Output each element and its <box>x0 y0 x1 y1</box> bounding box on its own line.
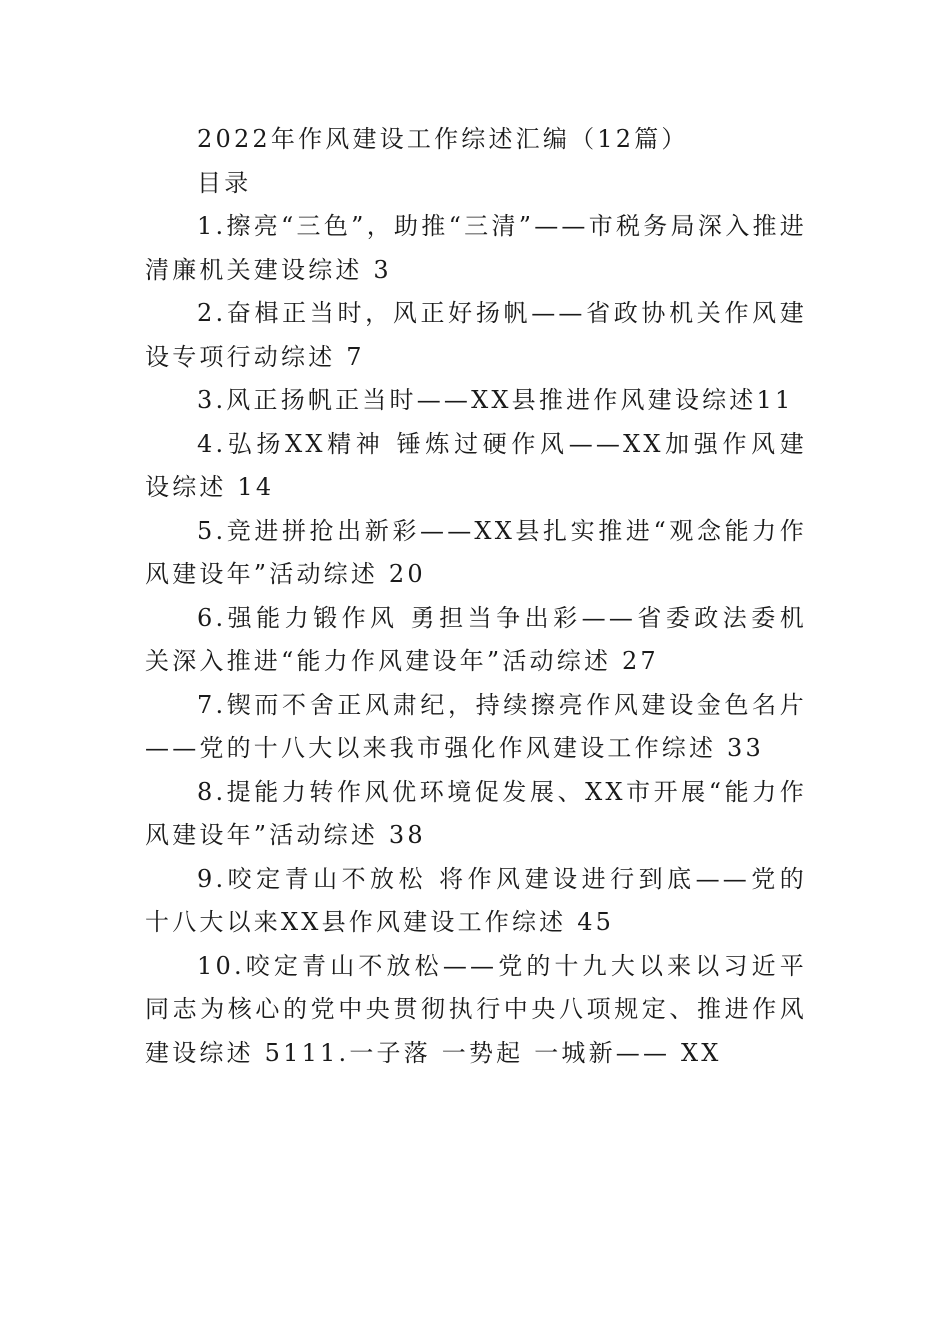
toc-entry-3: 3.风正扬帆正当时——XX县推进作风建设综述11 <box>197 386 794 414</box>
document-title: 2022年作风建设工作综述汇编（12篇） <box>197 125 689 153</box>
toc-entry-4: 4.弘扬XX精神 锤炼过硬作风——XX加强作风建设综述 14 <box>145 429 807 501</box>
toc-entry-10: 10.咬定青山不放松——党的十九大以来以习近平同志为核心的党中央贯彻执行中央八项规定、推进作风建设综述 5111.一子落 一势起 一城新—— XX <box>145 951 807 1067</box>
toc-entry-6: 6.强能力锻作风 勇担当争出彩——省委政法委机关深入推进“能力作风建设年”活动综述 27 <box>145 603 807 675</box>
toc-entry-2: 2.奋楫正当时，风正好扬帆——省政协机关作风建设专项行动综述 7 <box>145 299 807 371</box>
toc-entry-9: 9.咬定青山不放松 将作风建设进行到底——党的十八大以来XX县作风建设工作综述 45 <box>145 864 807 936</box>
toc-entry-7: 7.锲而不舍正风肃纪，持续擦亮作风建设金色名片——党的十八大以来我市强化作风建设工作综述 33 <box>145 690 807 762</box>
toc-entry-8: 8.提能力转作风优环境促发展、XX市开展“能力作风建设年”活动综述 38 <box>145 777 807 849</box>
toc-entry-1: 1.擦亮“三色”，助推“三清”——市税务局深入推进清廉机关建设综述 3 <box>145 212 807 284</box>
document-body <box>145 118 807 1075</box>
toc-heading: 目录 <box>197 168 252 197</box>
toc-entry-5: 5.竞进拼抢出新彩——XX县扎实推进“观念能力作风建设年”活动综述 20 <box>145 516 807 588</box>
